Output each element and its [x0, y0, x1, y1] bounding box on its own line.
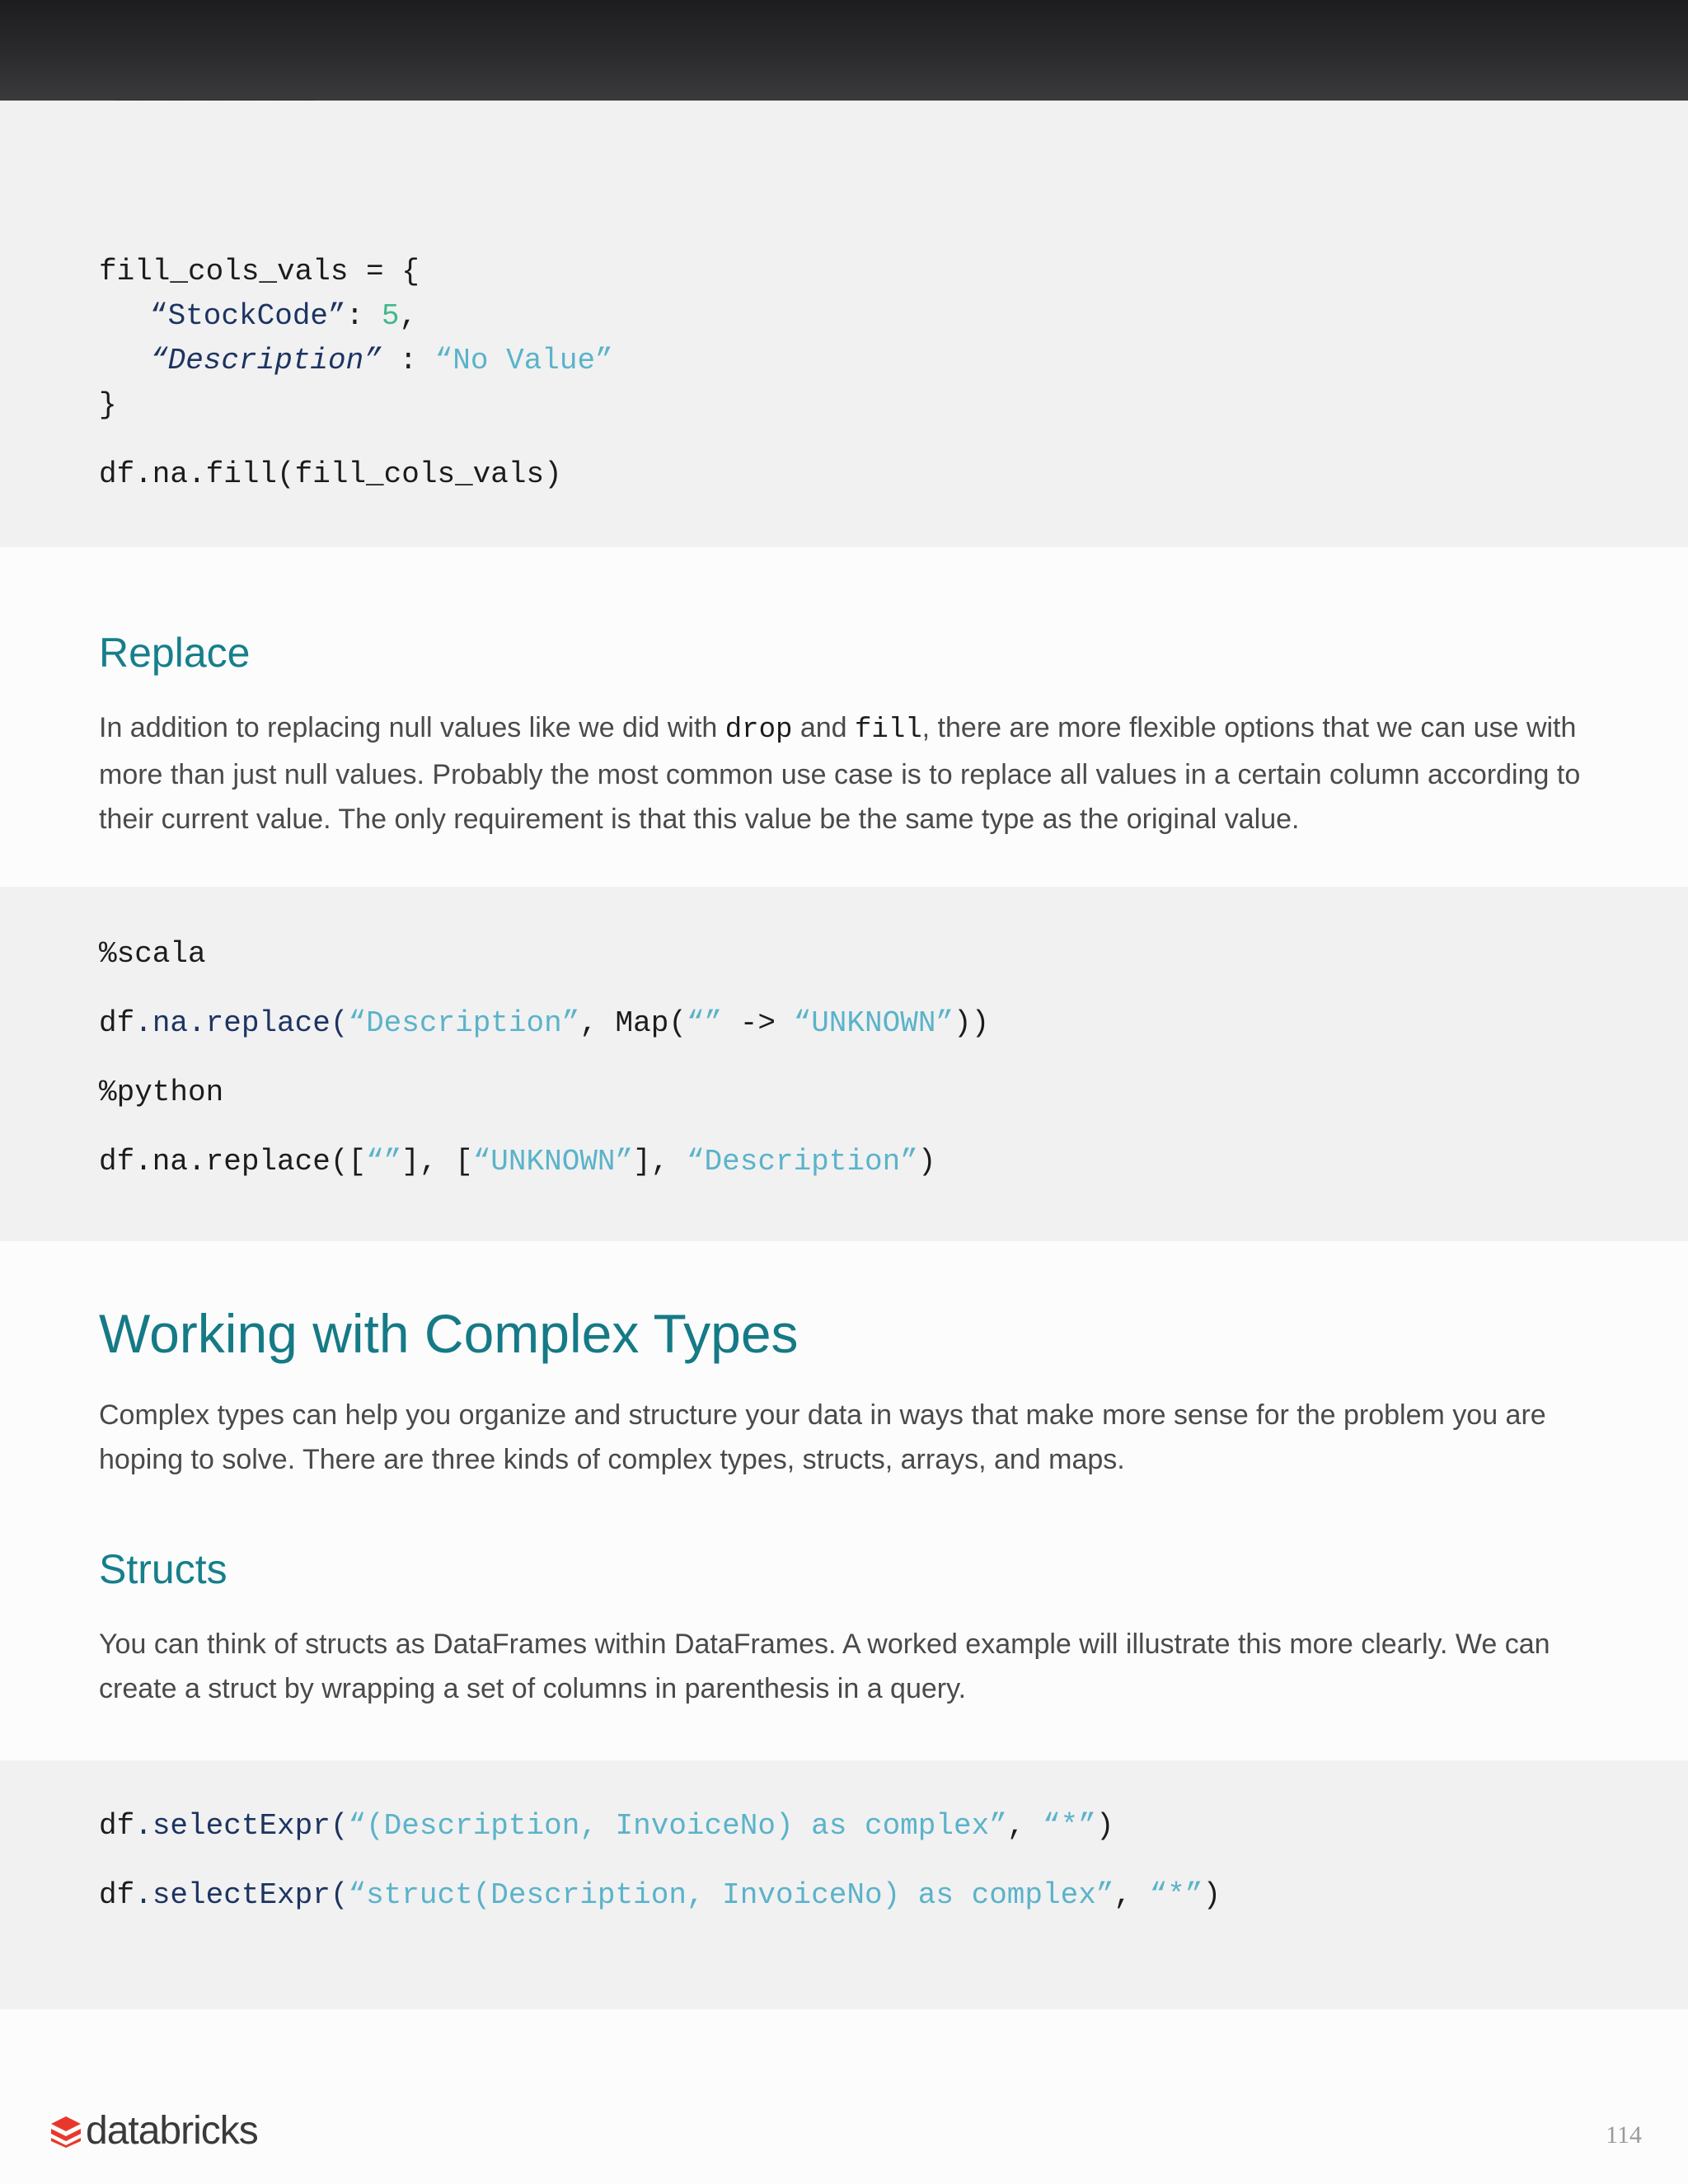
databricks-logo-icon — [49, 2115, 82, 2148]
complex-types-paragraph: Complex types can help you organize and structure your data in ways that make more sense for the problem you are hoping to solve. There are three kinds of complex types, structs, arrays, and maps. — [99, 1399, 1546, 1475]
code-text: ) — [917, 1145, 936, 1179]
inline-code-fill: fill — [855, 715, 922, 746]
code-magic: %python — [99, 1076, 224, 1109]
code-line — [99, 1005, 989, 1042]
code-line — [99, 254, 420, 290]
code-method: .na.replace( — [134, 1006, 349, 1040]
code-line — [99, 457, 562, 493]
code-text: ) — [1203, 1878, 1221, 1912]
code-text: df.na.replace([ — [99, 1145, 367, 1179]
code-method: .selectExpr( — [134, 1878, 349, 1912]
section-heading-structs: Structs — [99, 1546, 227, 1592]
code-string: “” — [366, 1145, 402, 1179]
code-text: : — [381, 344, 435, 377]
code-block-fill — [0, 101, 1688, 547]
code-text: , — [1114, 1878, 1150, 1912]
code-line — [99, 936, 206, 972]
para-text: In addition to replacing null values like we did with — [99, 712, 725, 743]
code-text: df — [99, 1006, 135, 1040]
code-text: df.na.fill(fill_cols_vals) — [99, 457, 562, 491]
code-line — [99, 1075, 223, 1111]
code-string: “UNKNOWN” — [472, 1145, 634, 1179]
code-text: } — [99, 388, 117, 422]
code-line — [150, 298, 417, 335]
code-text: : — [345, 299, 382, 333]
code-text: ) — [1095, 1809, 1114, 1843]
inline-code-drop: drop — [724, 715, 793, 746]
structs-paragraph: You can think of structs as DataFrames within DataFrames. A worked example will illustrate this more clearly. We can create a struct by wrapping a set of columns in parenthesis in a query. — [99, 1629, 1550, 1704]
code-string: “*” — [1149, 1878, 1203, 1912]
code-text: -> — [722, 1006, 794, 1040]
code-string: “UNKNOWN” — [793, 1006, 954, 1040]
code-text: df — [99, 1878, 135, 1912]
code-method: .selectExpr( — [134, 1809, 349, 1843]
code-text: , — [399, 299, 418, 333]
code-string: “No Value” — [434, 344, 613, 377]
code-text: ], — [633, 1145, 687, 1179]
code-key: “Description” — [150, 344, 382, 377]
code-text: )) — [954, 1006, 990, 1040]
code-string: “struct(Description, InvoiceNo) as complex” — [348, 1878, 1114, 1912]
code-text: , — [1006, 1809, 1043, 1843]
code-magic: %scala — [99, 937, 206, 971]
section-heading-complex-types: Working with Complex Types — [99, 1303, 799, 1364]
code-key: “StockCode” — [150, 299, 346, 333]
code-line — [99, 1808, 1114, 1844]
replace-paragraph — [99, 705, 1582, 841]
code-string: “Description” — [686, 1145, 918, 1179]
code-text: fill_cols_vals = { — [99, 255, 420, 288]
section-heading-replace: Replace — [99, 630, 251, 676]
code-line — [99, 1877, 1221, 1914]
logo-wordmark: databricks — [86, 2109, 258, 2153]
page-number: 114 — [1606, 2121, 1642, 2149]
code-line — [99, 1144, 935, 1180]
para-text: , there are more flexible options that we can use with more than just null values. Probably the most common use case is to replace all values in a certain column according to their current value. The only requirement is that this value be the same type as the original value. — [99, 712, 1581, 835]
code-string: “*” — [1043, 1809, 1096, 1843]
code-text: , Map( — [579, 1006, 687, 1040]
header-bar — [0, 0, 1688, 101]
code-string: “Description” — [348, 1006, 580, 1040]
code-number: 5 — [381, 299, 400, 333]
code-line — [99, 387, 117, 424]
code-string: “” — [686, 1006, 723, 1040]
code-string: “(Description, InvoiceNo) as complex” — [348, 1809, 1007, 1843]
code-block-structs — [0, 1760, 1688, 2009]
code-text: ], [ — [401, 1145, 473, 1179]
footer-logo — [49, 2108, 258, 2154]
code-line — [150, 343, 613, 379]
code-block-replace — [0, 887, 1688, 1241]
code-text: df — [99, 1809, 135, 1843]
para-text: and — [792, 712, 856, 743]
